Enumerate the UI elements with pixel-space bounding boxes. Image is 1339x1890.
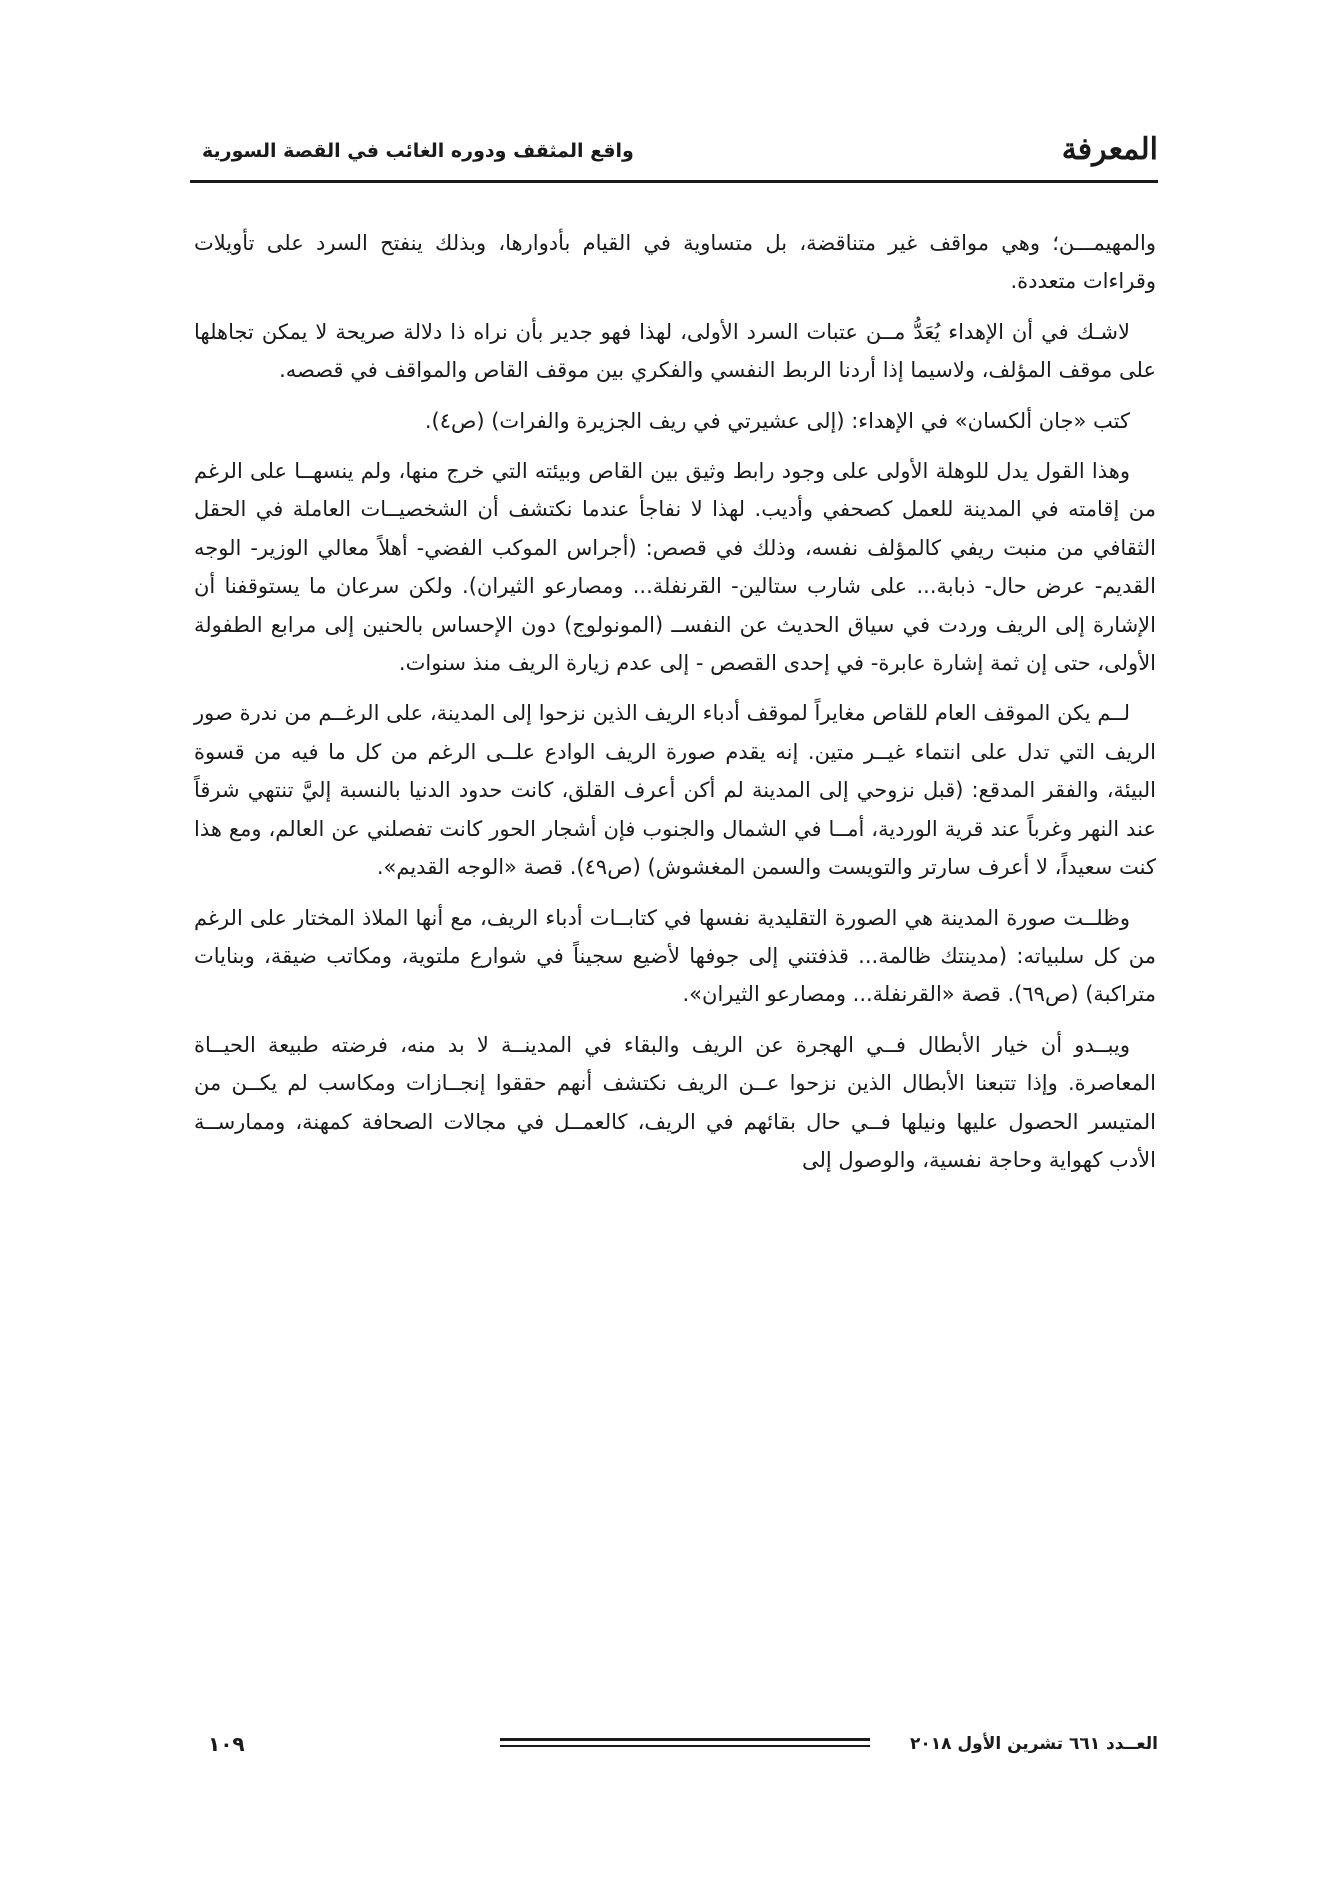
page-header [190,130,1158,174]
paragraph: ويبــدو أن خيار الأبطال فــي الهجرة عن الريف والبقاء في المدينــة لا بد منه، فرضته طبيعة الحيــاة المعاصرة. وإذا تتبعنا الأبطال الذين نزحوا عــن الريف نكتشف أنهم حققوا إنجــازات ومكاسب لم يكــن من المتيسر الحصول عليها ونيلها فــي حال بقائهم في الريف، كالعمــل في مجالات الصحافة كمهنة، وممارســة الأدب كهواية وحاجة نفسية، والوصول إلى [194,1032,1156,1172]
page-number: ١٠٩ [208,1732,245,1756]
paragraph: وهذا القول يدل للوهلة الأولى على وجود رابط وثيق بين القاص وبيئته التي خرج منها، ولم ينسهــا على الرغم من إقامته في المدينة للعمل كصحفي وأديب. لهذا لا نفاجأ عندما نكتشف أن الشخصيــات العاملة في الحقل الثقافي من منبت ريفي كالمؤلف نفسه، وذلك في قصص: (أجراس الموكب الفضي- أهلاً معالي الوزير- الوجه القديم- عرض حال- ذبابة... على شارب ستالين- القرنفلة... ومصارعو الثيران). ولكن سرعان ما يستوقفنا أن الإشارة إلى الريف وردت في سياق الحديث عن النفســ (المونولوج) دون الإحساس بالحنين إلى مرابع الطفولة الأولى، حتى إن ثمة إشارة عابرة- في إحدى القصص - إلى عدم زيارة الريف منذ سنوات. [194,459,1156,676]
page-footer [190,1730,1158,1760]
article-title: واقع المثقف ودوره الغائب في القصة السورية [202,140,634,162]
header-divider [190,180,1158,183]
paragraph: كتب «جان ألكسان» في الإهداء: (إلى عشيرتي في ريف الجزيرة والفرات) (ص٤). [424,408,1130,433]
journal-logo: المعرفة [1061,132,1158,167]
paragraph: وظلــت صورة المدينة هي الصورة التقليدية نفسها في كتابــات أدباء الريف، مع أنها الملاذ المختار على الرغم من كل سلبياته: (مدينتك ظالمة... قذفتني إلى جوفها لأضيع سجيناً في شوارع ملتوية، ومكاتب ضيقة، وبنايات متراكبة) (ص٦٩). قصة «القرنفلة... ومصارعو الثيران». [194,905,1156,1007]
issue-info: العــدد ٦٦١ تشرين الأول ٢٠١٨ [909,1734,1158,1754]
paragraph: والمهيمـــن؛ وهي مواقف غير متناقضة، بل متساوية في القيام بأدوارها، وبذلك ينفتح السرد على تأويلات وقراءات متعددة. [194,231,1156,294]
footer-divider [500,1738,870,1747]
paragraph: لــم يكن الموقف العام للقاص مغايراً لموقف أدباء الريف الذين نزحوا إلى المدينة، على الرغــم من ندرة صور الريف التي تدل على انتماء غيــر متين. إنه يقدم صورة الريف الوادع علــى الرغم من كل ما فيه من قسوة البيئة، والفقر المدقع: (قبل نزوحي إلى المدينة لم أكن أعرف القلق، كانت حدود الدنيا بالنسبة إليَّ تنتهي شرقاً عند النهر وغرباً عند قرية الوردية، أمــا في الشمال والجنوب فإن أشجار الحور كانت تفصلني عن العالم، ومع هذا كنت سعيداً، لا أعرف سارتر والتويست والسمن المغشوش) (ص٤٩). قصة «الوجه القديم». [194,701,1156,880]
article-body [194,224,1156,1191]
paragraph: لاشـك في أن الإهداء يُعَدُّ مــن عتبات السرد الأولى، لهذا فهو جدير بأن نراه ذا دلالة صريحة لا يمكن تجاهلها على موقف المؤلف، ولاسيما إذا أردنا الربط النفسي والفكري بين موقف القاص والمواقف في قصصه. [194,319,1156,383]
